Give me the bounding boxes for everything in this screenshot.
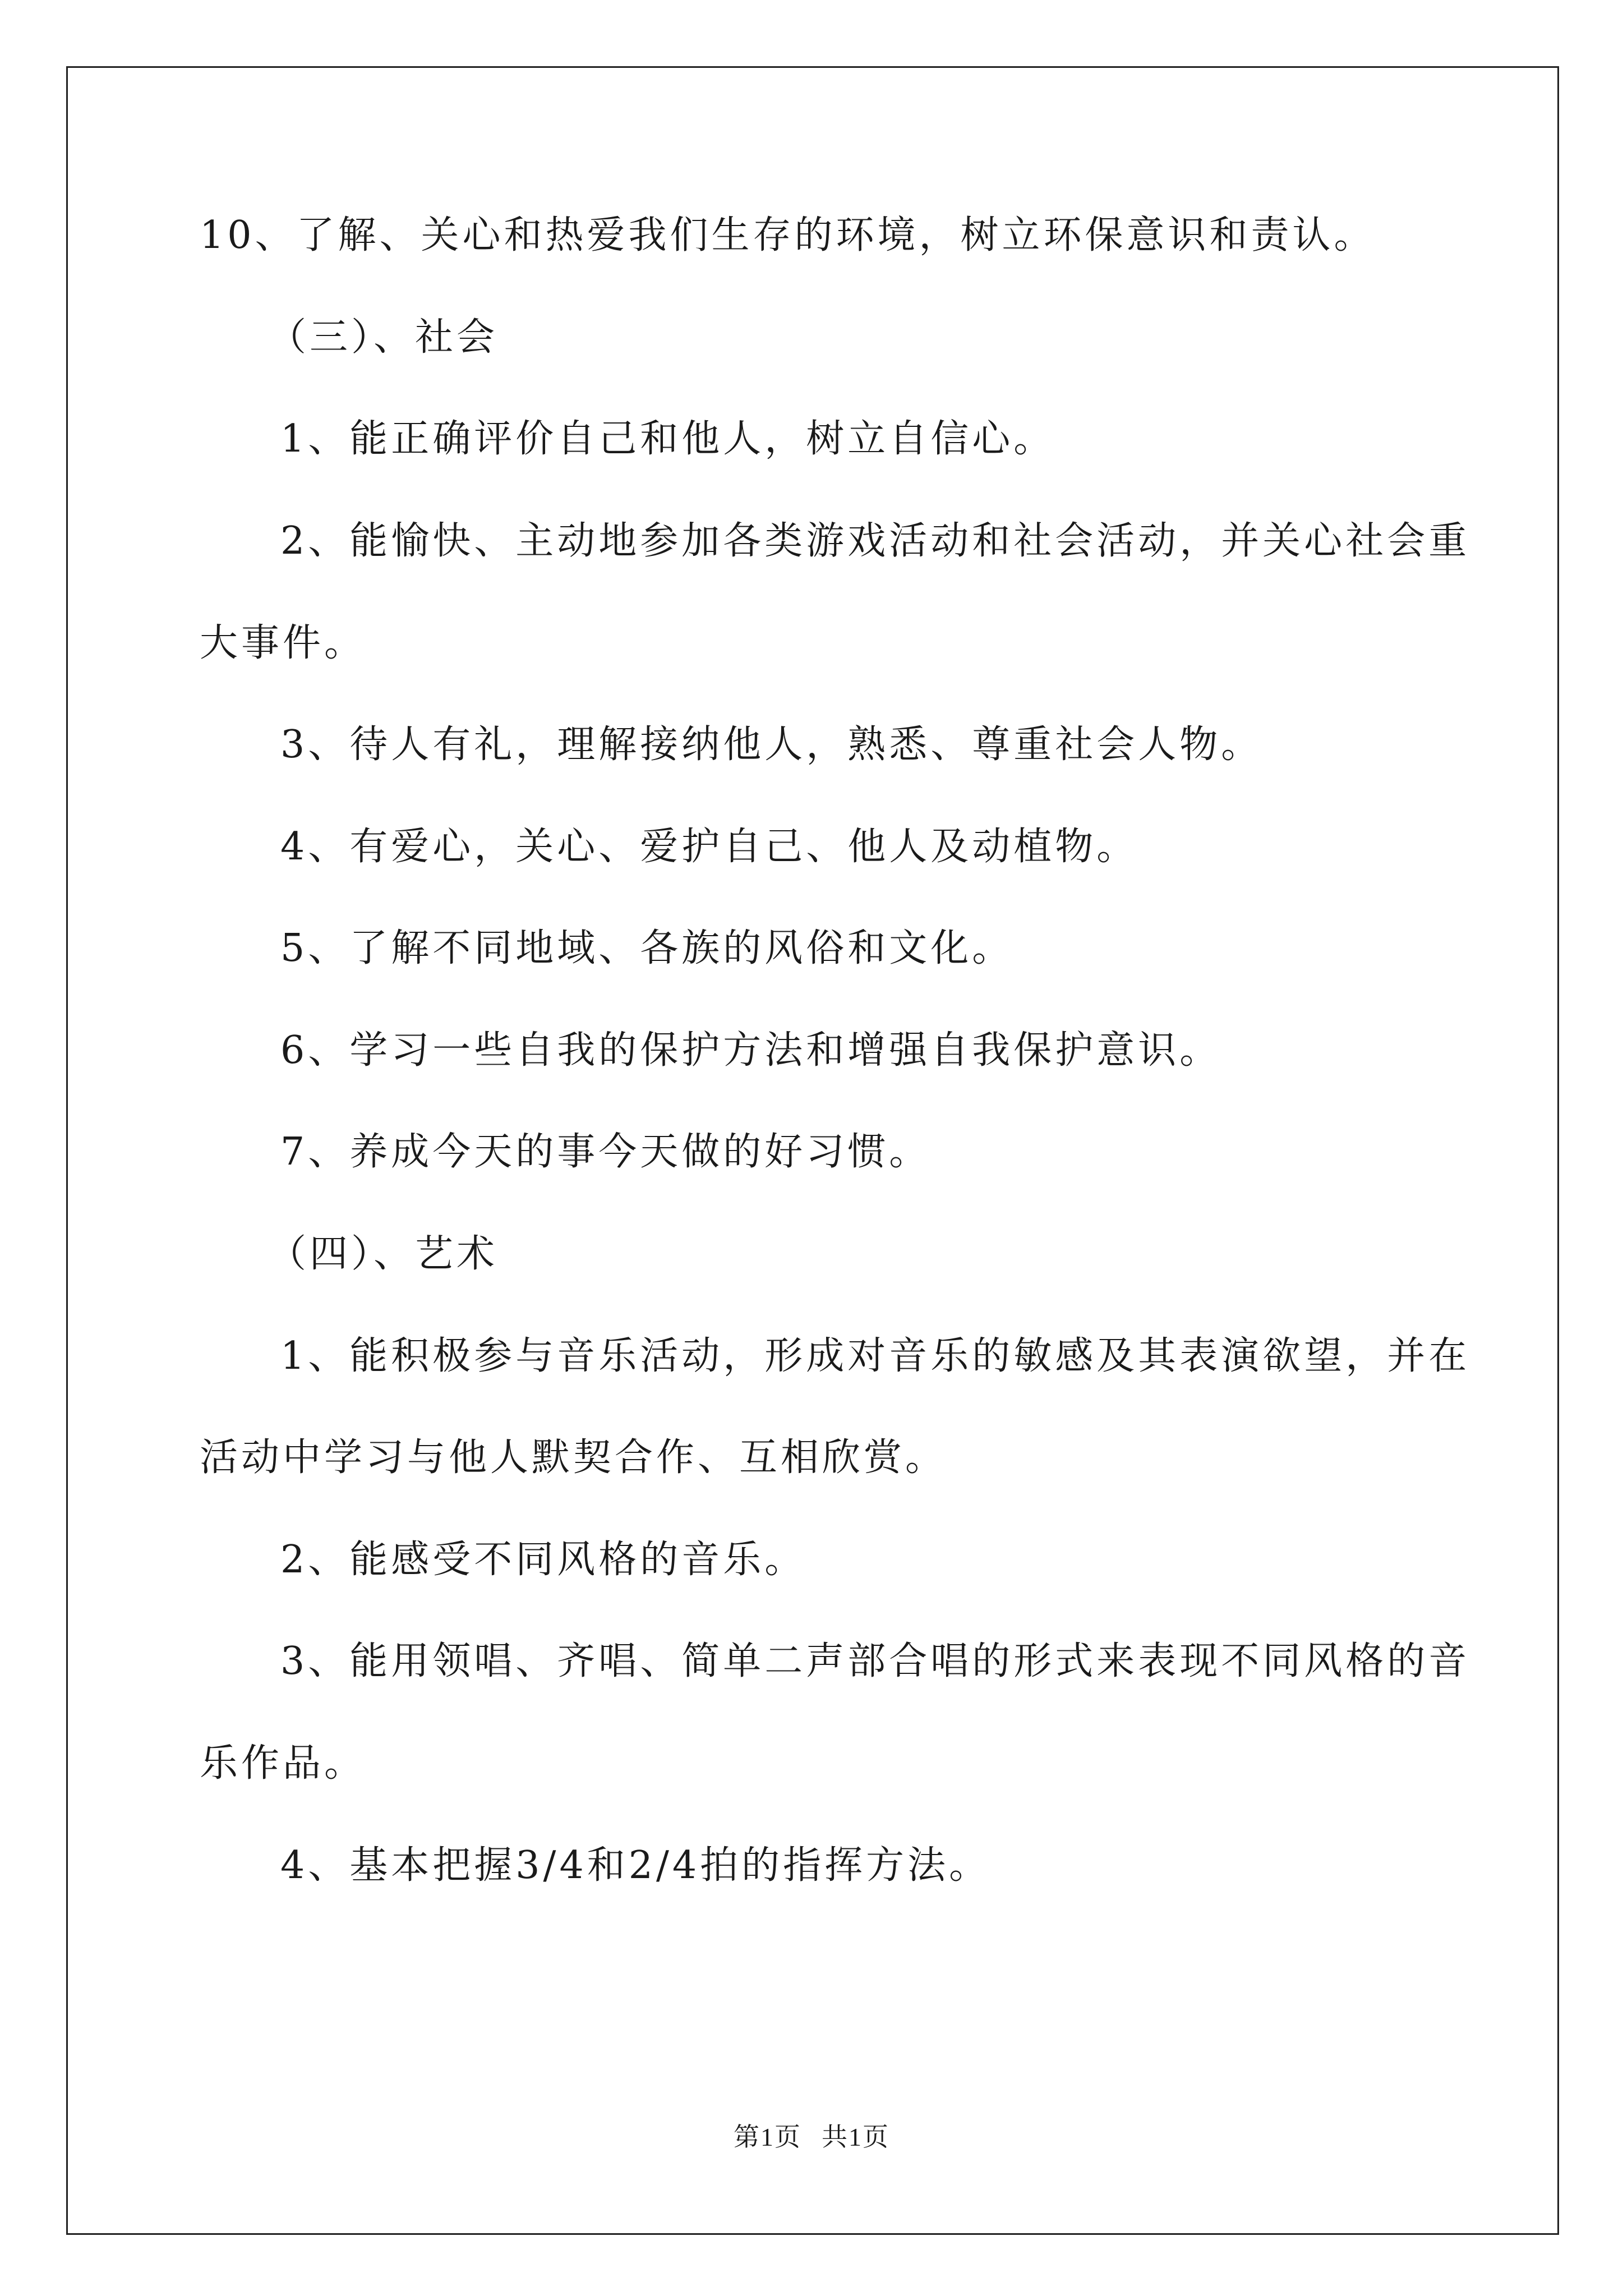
doc-line-5: 大事件。: [200, 621, 366, 665]
section-heading-art: （四）、艺术: [268, 1232, 499, 1276]
page-total: 共1页: [822, 2123, 889, 2151]
page-footer: [0, 2120, 1623, 2154]
doc-line-14: 2、能感受不同风格的音乐。: [280, 1538, 806, 1582]
doc-line-8: 5、了解不同地域、各族的风俗和文化。: [280, 926, 1014, 970]
doc-line-9: 6、学习一些自我的保护方法和增强自我保护意识。: [280, 1028, 1221, 1073]
doc-line-3: 1、能正确评价自己和他人，树立自信心。: [280, 417, 1055, 461]
doc-line-13: 活动中学习与他人默契合作、互相欣赏。: [200, 1435, 947, 1480]
section-heading-society: （三）、社会: [268, 315, 499, 360]
doc-line-15: 3、能用领唱、齐唱、简单二声部合唱的形式来表现不同风格的音: [280, 1639, 1470, 1683]
doc-line-17: 4、基本把握3/4和2/4拍的指挥方法。: [280, 1843, 991, 1888]
page-number: 第1页: [734, 2123, 801, 2151]
doc-line-12: 1、能积极参与音乐活动，形成对音乐的敏感及其表演欲望，并在: [280, 1334, 1470, 1378]
doc-line-4: 2、能愉快、主动地参加各类游戏活动和社会活动，并关心社会重: [280, 519, 1470, 563]
doc-line-1: 10、了解、关心和热爱我们生存的环境，树立环保意识和责认。: [200, 213, 1376, 257]
doc-line-10: 7、养成今天的事今天做的好习惯。: [280, 1130, 931, 1174]
doc-line-7: 4、有爱心，关心、爱护自己、他人及动植物。: [280, 825, 1138, 869]
doc-line-6: 3、待人有礼，理解接纳他人，熟悉、尊重社会人物。: [280, 723, 1263, 767]
doc-line-16: 乐作品。: [200, 1741, 366, 1786]
